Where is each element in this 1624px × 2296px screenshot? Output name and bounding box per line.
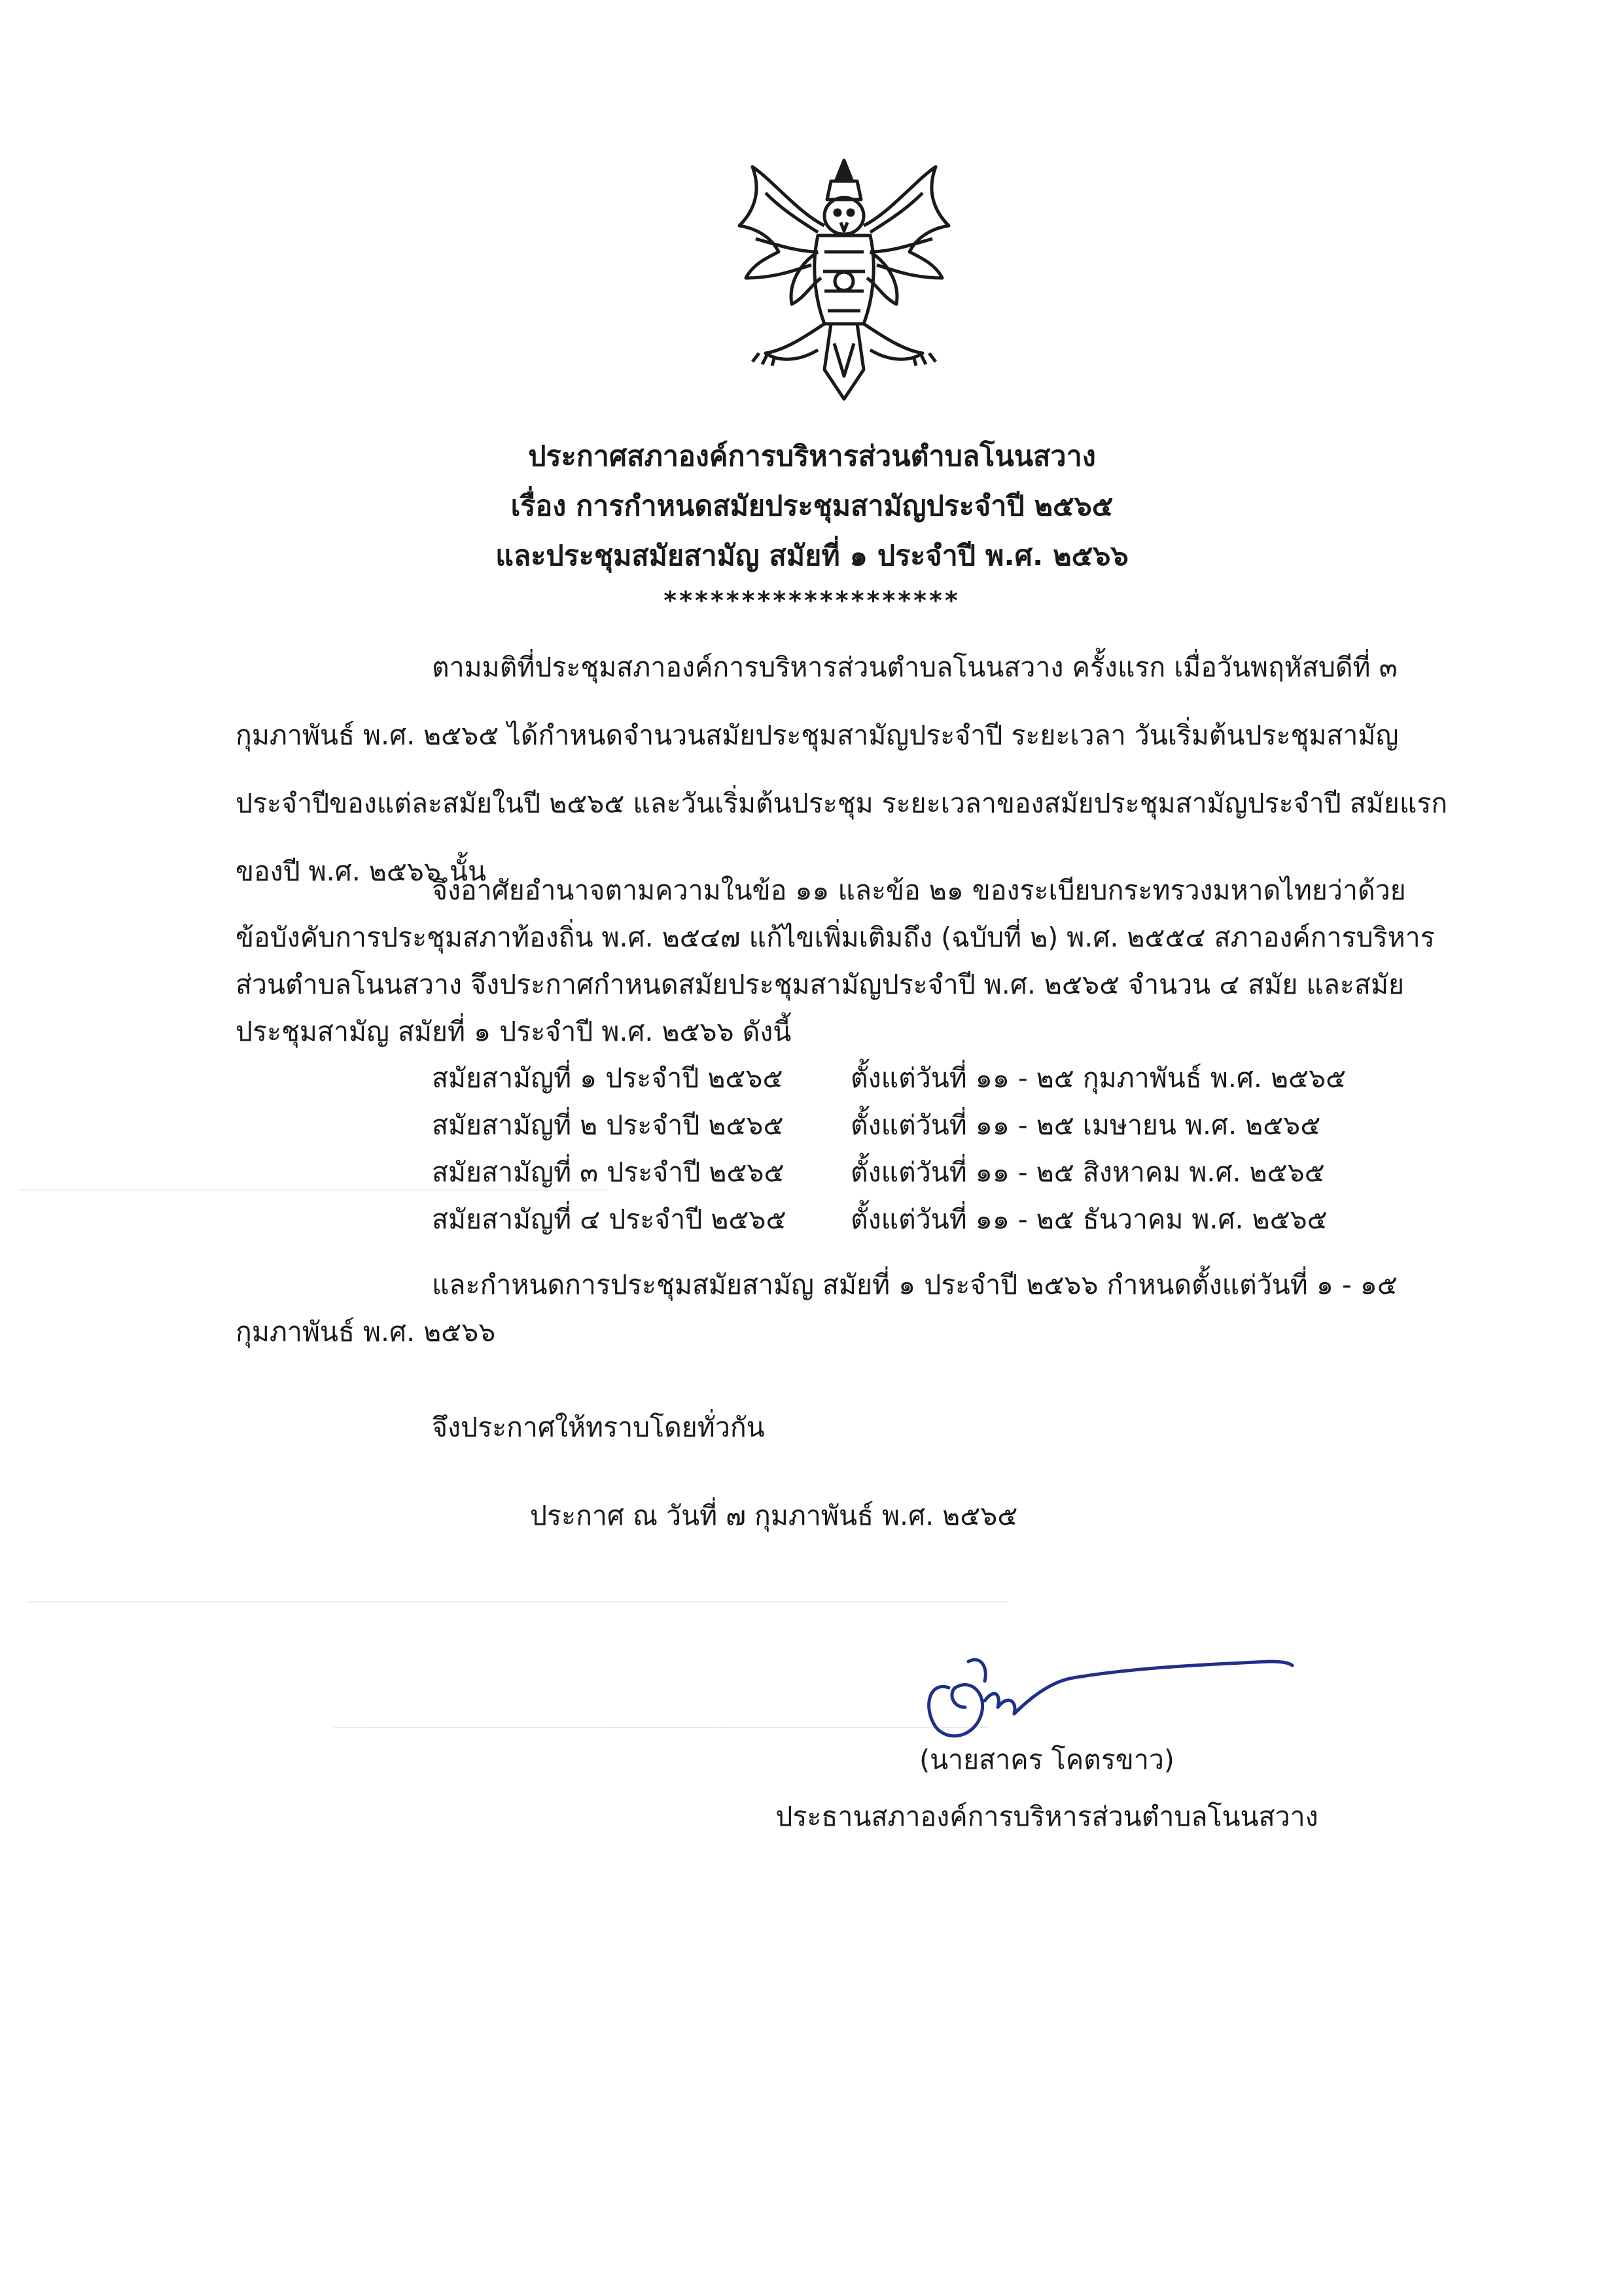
scan-artifact <box>26 1601 1008 1603</box>
schedule-session: สมัยสามัญที่ ๑ ประจำปี ๒๕๖๕ <box>432 1062 783 1094</box>
schedule-session: สมัยสามัญที่ ๔ ประจำปี ๒๕๖๕ <box>432 1204 786 1235</box>
schedule-period: ตั้งแต่วันที่ ๑๑ - ๒๕ กุมภาพันธ์ พ.ศ. ๒๕๖๕ <box>851 1062 1347 1094</box>
schedule-row <box>432 1196 1346 1243</box>
paragraph-line: ส่วนตำบลโนนสวาง จึงประกาศกำหนดสมัยประชุมสามัญประจำปี พ.ศ. ๒๕๖๕ จำนวน ๔ สมัย และสมัย <box>236 969 1405 1000</box>
schedule-session: สมัยสามัญที่ ๒ ประจำปี ๒๕๖๕ <box>432 1109 784 1141</box>
session-schedule <box>432 1054 1346 1243</box>
garuda-emblem-icon <box>726 154 962 409</box>
scan-artifact <box>20 1189 609 1191</box>
paragraph-line: จึงอาศัยอำนาจตามความในข้อ ๑๑ และข้อ ๒๑ ของระเบียบกระทรวงมหาดไทยว่าด้วย <box>432 875 1406 906</box>
announcement-title: ประกาศสภาองค์การบริหารส่วนตำบลโนนสวาง <box>528 440 1096 473</box>
signer-name: (นายสาคร โคตรขาว) <box>919 1744 1174 1775</box>
paragraph-line: ข้อบังคับการประชุมสภาท้องถิ่น พ.ศ. ๒๕๔๗ แก้ไขเพิ่มเติมถึง (ฉบับที่ ๒) พ.ศ. ๒๕๕๔ สภาองค์การบริหาร <box>236 922 1435 953</box>
paragraph-resolution <box>236 633 1448 905</box>
paragraph-line: ประจำปีของแต่ละสมัยในปี ๒๕๖๕ และวันเริ่มต้นประชุม ระยะเวลาของสมัยประชุมสามัญประจำปี สมัยแรก <box>236 788 1448 819</box>
schedule-row <box>432 1102 1346 1149</box>
paragraph-first-session <box>236 1261 1439 1355</box>
schedule-period: ตั้งแต่วันที่ ๑๑ - ๒๕ ธันวาคม พ.ศ. ๒๕๖๕ <box>851 1204 1328 1235</box>
paragraph-line: ของปี พ.ศ. ๒๕๖๖ นั้น <box>236 856 487 887</box>
announcement-subject-cont: และประชุมสมัยสามัญ สมัยที่ ๑ ประจำปี พ.ศ. ๒๕๖๖ <box>495 540 1129 572</box>
paragraph-line: ประชุมสามัญ สมัยที่ ๑ ประจำปี พ.ศ. ๒๕๖๖ ดังนี้ <box>236 1016 792 1047</box>
announcement-header <box>0 432 1624 620</box>
signature-mark <box>903 1616 1309 1747</box>
paragraph-authority <box>236 867 1439 1055</box>
schedule-period: ตั้งแต่วันที่ ๑๑ - ๒๕ สิงหาคม พ.ศ. ๒๕๖๕ <box>851 1157 1325 1188</box>
paragraph-line: กุมภาพันธ์ พ.ศ. ๒๕๖๖ <box>236 1316 496 1348</box>
paragraph-line: และกำหนดการประชุมสมัยสามัญ สมัยที่ ๑ ประจำปี ๒๕๖๖ กำหนดตั้งแต่วันที่ ๑ - ๑๕ <box>432 1269 1398 1300</box>
schedule-row <box>432 1054 1346 1102</box>
announcement-date: ประกาศ ณ วันที่ ๗ กุมภาพันธ์ พ.ศ. ๒๕๖๕ <box>530 1500 1018 1531</box>
closing-statement: จึงประกาศให้ทราบโดยทั่วกัน <box>432 1412 765 1443</box>
signer-position: ประธานสภาองค์การบริหารส่วนตำบลโนนสวาง <box>775 1801 1318 1832</box>
header-separator: ******************* <box>663 586 961 615</box>
schedule-period: ตั้งแต่วันที่ ๑๑ - ๒๕ เมษายน พ.ศ. ๒๕๖๕ <box>851 1109 1321 1141</box>
schedule-session: สมัยสามัญที่ ๓ ประจำปี ๒๕๖๕ <box>432 1157 785 1188</box>
announcement-subject: เรื่อง การกำหนดสมัยประชุมสามัญประจำปี ๒๕๖๕ <box>510 490 1114 523</box>
scan-artifact <box>334 1727 988 1728</box>
paragraph-line: ตามมติที่ประชุมสภาองค์การบริหารส่วนตำบลโนนสวาง ครั้งแรก เมื่อวันพฤหัสบดีที่ ๓ <box>432 652 1398 683</box>
paragraph-line: กุมภาพันธ์ พ.ศ. ๒๕๖๕ ได้กำหนดจำนวนสมัยประชุมสามัญประจำปี ระยะเวลา วันเริ่มต้นประชุมสามัญ <box>236 720 1399 751</box>
